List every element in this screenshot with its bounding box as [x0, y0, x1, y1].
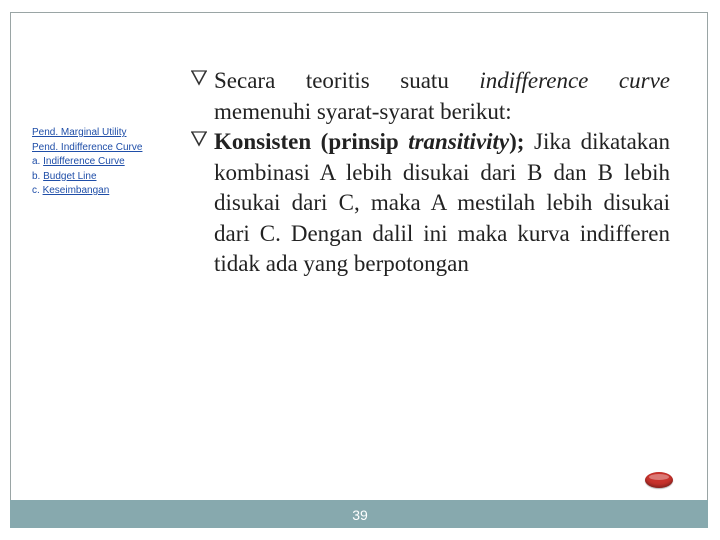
nav-subitem-prefix: b. [32, 170, 44, 182]
page-number: 39 [352, 507, 368, 523]
home-button-highlight [649, 474, 669, 480]
bullet2-bold-italic-text: transitivity [408, 129, 510, 154]
nav-subitem-indifference-curve [32, 155, 172, 170]
bullet2-bold-text: Konsisten (prinsip [214, 129, 409, 154]
bullet1-text-start: Secara teoritis suatu [214, 68, 480, 93]
home-button[interactable] [645, 472, 673, 488]
nav-subitem-prefix: c. [32, 185, 43, 196]
nav-subitem-budget-line [32, 170, 172, 185]
nav-link-sub-indifference-curve[interactable]: Indifference Curve [43, 156, 125, 167]
bullet1-text-italic: indifference curve [479, 68, 670, 93]
nav-link-marginal-utility[interactable]: Pend. Marginal Utility [32, 127, 127, 138]
bullet-item-2 [190, 127, 670, 280]
nav-link-indifference-curve[interactable]: Pend. Indifference Curve [32, 141, 143, 153]
bullet2-bold-end: ); [509, 129, 525, 154]
nav-link-keseimbangan[interactable]: Keseimbangan [42, 185, 110, 196]
check-arrow-icon [190, 127, 212, 158]
nav-subitem-prefix: a. [32, 156, 44, 167]
nav-subitem-keseimbangan [32, 184, 172, 199]
check-arrow-icon [190, 66, 212, 97]
left-nav-menu [32, 126, 172, 199]
bullet1-text-end: memenuhi syarat-syarat berikut: [214, 98, 512, 124]
nav-link-budget-line[interactable]: Budget Line [43, 170, 97, 182]
bullet-item-1 [190, 66, 670, 127]
bullet2-body-text: Jika dikatakan kombinasi A lebih disukai dari B dan B lebih disukai dari C, maka A mestilah lebih disukai dari C. Dengan dalil ini maka kurva indifferen tidak ada yang berpotongan [214, 129, 670, 276]
slide-content [190, 66, 670, 280]
